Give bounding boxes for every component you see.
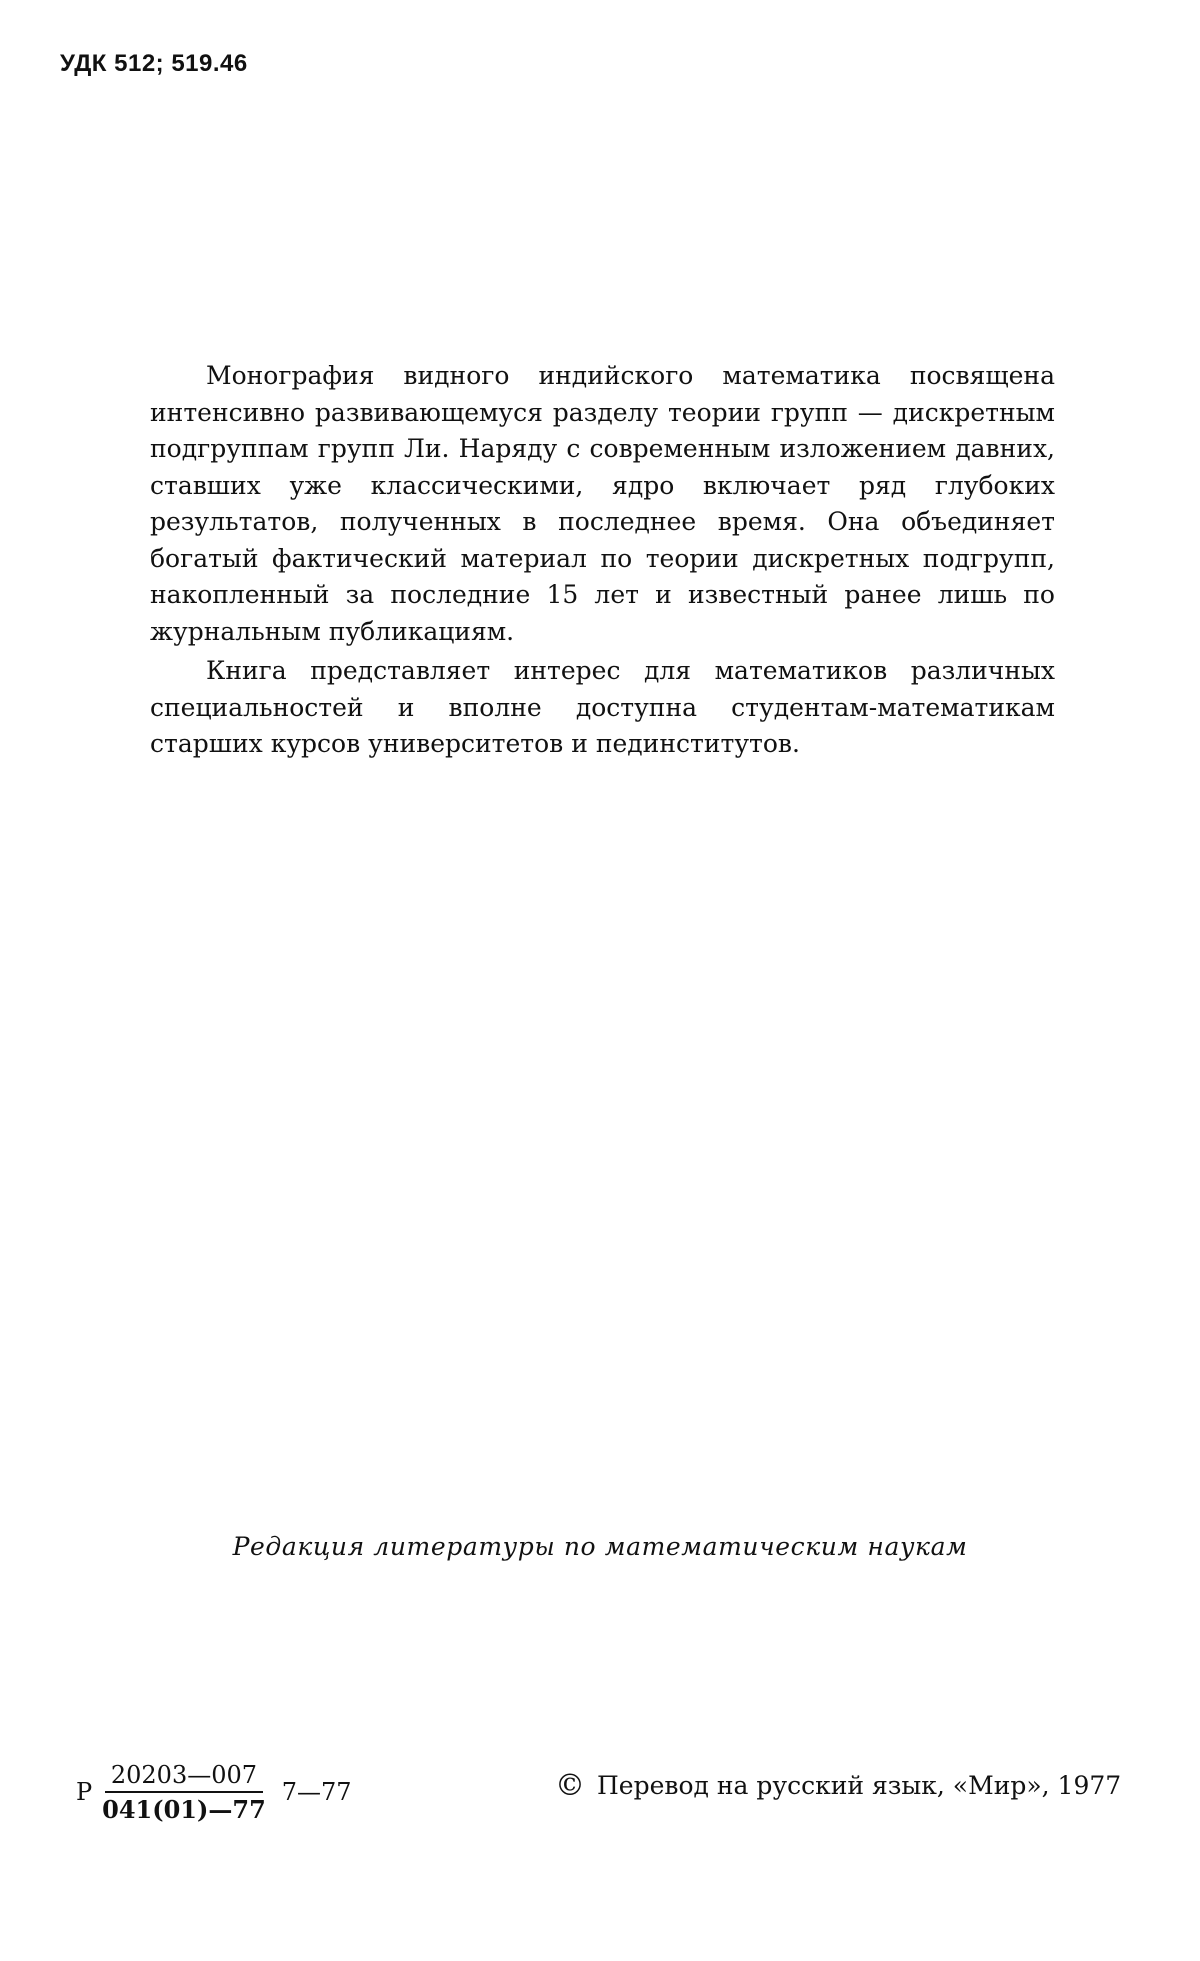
udc-code: УДК 512; 519.46 bbox=[60, 50, 248, 77]
catalog-denominator: 041(01)—77 bbox=[102, 1794, 266, 1824]
abstract-paragraph: Книга представляет интерес для математиков различных специальностей и вполне доступна студентам-математикам старших курсов университетов и пединститутов. bbox=[150, 656, 1055, 758]
book-abstract bbox=[150, 358, 1055, 766]
catalog-suffix: 7—77 bbox=[281, 1778, 352, 1806]
catalog-fraction bbox=[96, 1761, 272, 1824]
catalog-index bbox=[76, 1752, 352, 1832]
catalog-prefix: Р bbox=[76, 1778, 93, 1806]
abstract-paragraph: Монография видного индийского математика посвящена интенсивно развивающемуся разделу теории групп — дискретным подгруппам групп Ли. Наряду с современным изложением давних, ставших уже классическими, ядро включает ряд глубоких результатов, полученных в последнее время. Она объединяет богатый фактический материал по теории дискретных подгрупп, накопленный за последние 15 лет и известный ранее лишь по журнальным публикациям. bbox=[150, 361, 1055, 646]
copyright-icon: © bbox=[555, 1768, 585, 1803]
catalog-numerator: 20203—007 bbox=[105, 1761, 263, 1793]
copyright-notice bbox=[555, 1768, 1121, 1803]
editorial-office-line: Редакция литературы по математическим наукам bbox=[232, 1532, 968, 1561]
copyright-text: Перевод на русский язык, «Мир», 1977 bbox=[597, 1771, 1122, 1800]
